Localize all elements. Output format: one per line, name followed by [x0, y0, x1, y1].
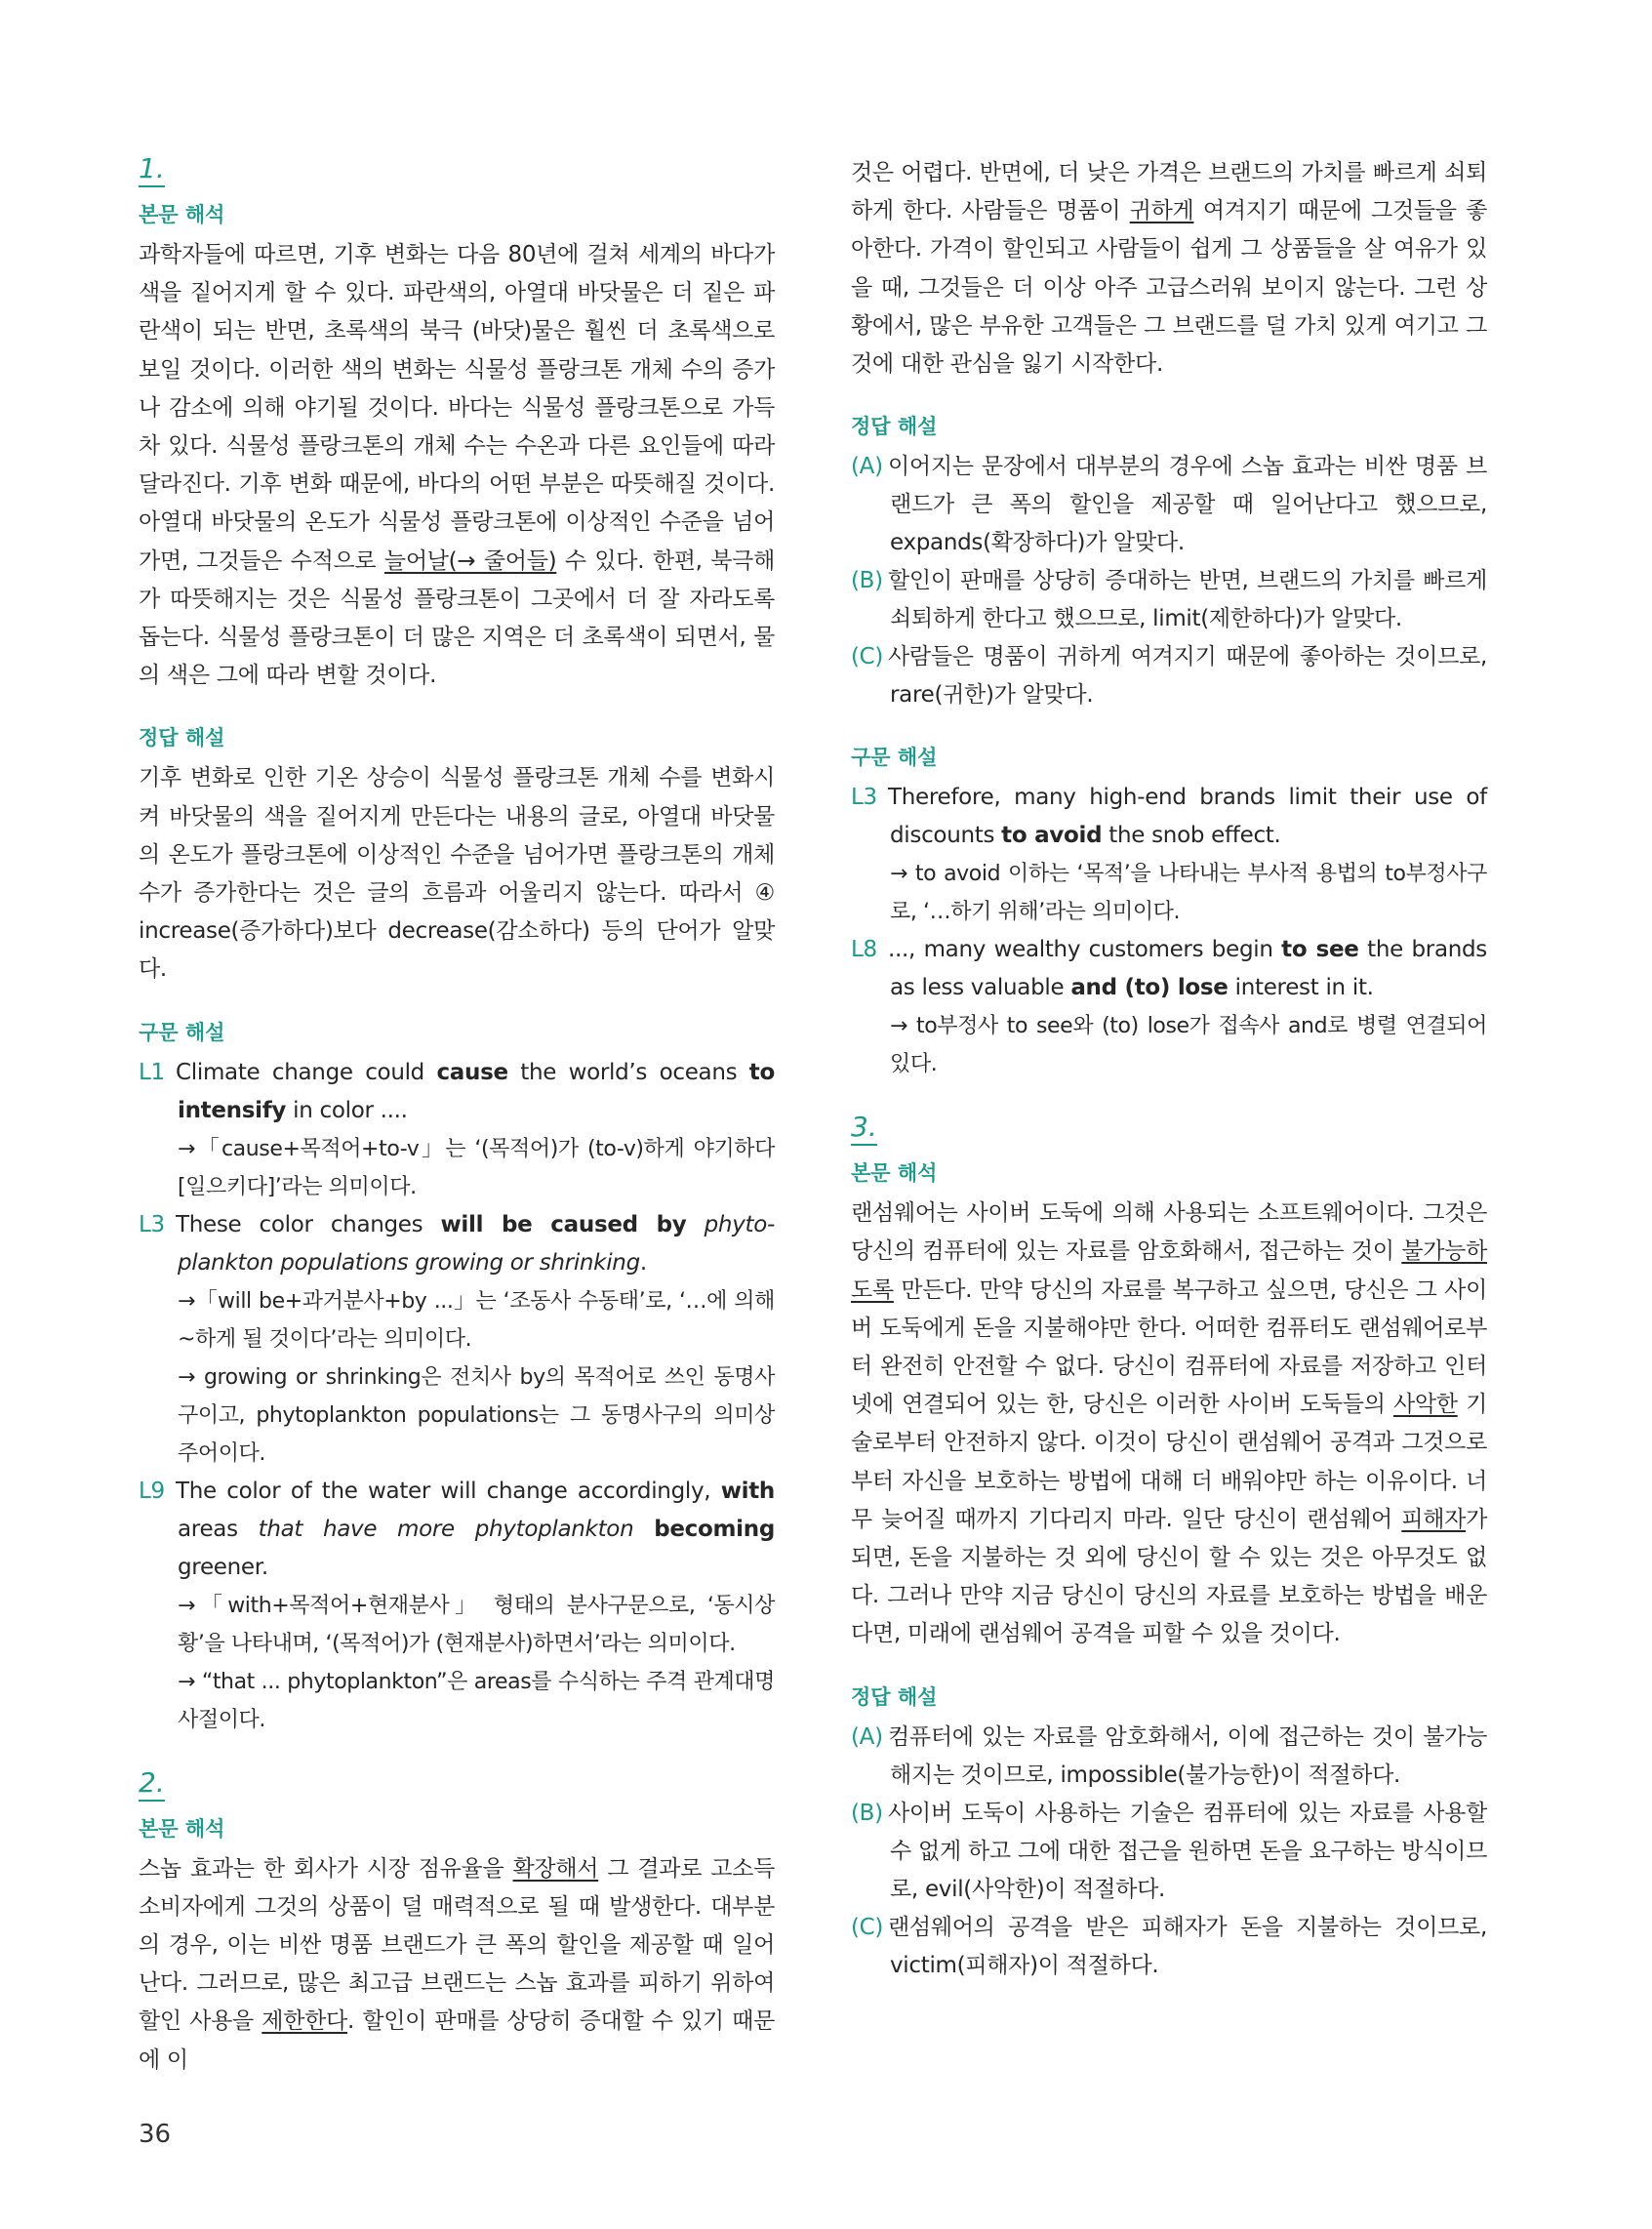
translation-paragraph: 과학자들에 따르면, 기후 변화는 다음 80년에 걸쳐 세계의 바다가 색을 짙어지게 할 수 있다. 파란색의, 아열대 바닷물은 더 짙은 파란색이 되는 반면, 초록색의 북극 (바닷)물은 훨씬 더 초록색으로 보일 것이다. 이러한 색의 변화는 식물성 플랑크톤 개체 수의 증가나 감소에 의해 야기될 것이다. 바다는 식물성 플랑크톤으로 가득 차 있다. 식물성 플랑크톤의 개체 수는 수온과 다른 요인들에 따라 달라진다. 기후 변화 때문에, 바다의 어떤 부분은 따뜻해질 것이다. 아열대 바닷물의 온도가 식물성 플랑크톤에 이상적인 수준을 넘어가면, 그것들은 수적으로 늘어날(→ 줄어들) 수 있다. 한편, 북극해가 따뜻해지는 것은 식물성 플랑크톤이 그곳에서 더 잘 자라도록 돕는다. 식물성 플랑크톤이 더 많은 지역은 더 초록색이 되면서, 물의 색은 그에 따라 변할 것이다.	[139, 242, 775, 689]
syntax-note: →「cause+목적어+to-v」는 ‘(목적어)가 (to-v)하게 야기하다[일으키다]’라는 의미이다.	[178, 1136, 775, 1199]
section-label: 본문 해석	[851, 1161, 938, 1186]
answer-explanation: 기후 변화로 인한 기온 상승이 식물성 플랑크톤 개체 수를 변화시켜 바닷물의 색을 짙어지게 만든다는 내용의 글로, 아열대 바닷물의 온도가 플랑크톤에 이상적인 수준을 넘어가면 플랑크톤의 개체 수가 증가한다는 것은 글의 흐름과 어울리지 않는다. 따라서 ④ increase(증가하다)보다 decrease(감소하다) 등의 단어가 알맞다.	[139, 765, 775, 983]
question-number: 1.	[139, 154, 165, 187]
left-column	[139, 154, 775, 2080]
syntax-note: → growing or shrinking은 전치사 by의 목적어로 쓰인 동명사구이고, phytoplankton populations는 그 동명사구의 의미상 주어이다.	[178, 1364, 775, 1466]
syntax-line: L3 These color changes will be caused by phyto-plankton populations growing or shrinking.	[139, 1211, 775, 1276]
answer-item: (B) 할인이 판매를 상당히 증대하는 반면, 브랜드의 가치를 빠르게 쇠퇴하게 한다고 했으므로, limit(제한하다)가 알맞다.	[851, 568, 1487, 632]
section-label: 정답 해설	[851, 1684, 938, 1709]
translation-paragraph: 것은 어렵다. 반면에, 더 낮은 가격은 브랜드의 가치를 빠르게 쇠퇴하게 한다. 사람들은 명품이 귀하게 여겨지기 때문에 그것들을 좋아한다. 가격이 할인되고 사람들이 쉽게 그 상품들을 살 여유가 있을 때, 그것들은 더 이상 아주 고급스러워 보이지 않는다. 그런 상황에서, 많은 부유한 고객들은 그 브랜드를 덜 가치 있게 여기고 그것에 대한 관심을 잃기 시작한다.	[851, 160, 1488, 378]
question-number: 2.	[139, 1768, 165, 1802]
answer-item: (A) 이어지는 문장에서 대부분의 경우에 스놉 효과는 비싼 명품 브랜드가 큰 폭의 할인을 제공할 때 일어난다고 했으므로, expands(확장하다)가 알맞다.	[851, 454, 1487, 556]
syntax-note: → “that ... phytoplankton”은 areas를 수식하는 주격 관계대명사절이다.	[178, 1669, 775, 1732]
section-label: 본문 해석	[139, 203, 225, 226]
syntax-line: L8 ..., many wealthy customers begin to see the brands as less valuable and (to) lose interest in it.	[851, 937, 1487, 1001]
page-number: 36	[139, 2120, 172, 2149]
syntax-line: L1 Climate change could cause the world’s oceans to intensify in color ....	[139, 1059, 775, 1123]
section-label: 본문 해석	[139, 1816, 225, 1841]
translation-paragraph: 랜섬웨어는 사이버 도둑에 의해 사용되는 소프트웨어이다. 그것은 당신의 컴퓨터에 있는 자료를 암호화해서, 접근하는 것이 불가능하도록 만든다. 만약 당신의 자료를 복구하고 싶으면, 당신은 그 사이버 도둑에게 돈을 지불해야만 한다. 어떠한 컴퓨터도 랜섬웨어로부터 완전히 안전할 수 없다. 당신이 컴퓨터에 자료를 저장하고 인터넷에 연결되어 있는 한, 당신은 이러한 사이버 도둑들의 사악한 기술로부터 안전하지 않다. 이것이 당신이 랜섬웨어 공격과 그것으로부터 자신을 보호하는 방법에 대해 더 배워야만 하는 이유이다. 너무 늦어질 때까지 기다리지 마라. 일단 당신이 랜섬웨어 피해자가 되면, 돈을 지불하는 것 외에 당신이 할 수 있는 것은 아무것도 없다. 그러나 만약 지금 당신이 당신의 자료를 보호하는 방법을 배운다면, 미래에 랜섬웨어 공격을 피할 수 있을 것이다.	[851, 1200, 1487, 1647]
right-column	[851, 154, 1487, 1985]
section-label: 구문 해설	[851, 746, 938, 770]
syntax-line: L3 Therefore, many high-end brands limit their use of discounts to avoid the snob effect.	[851, 785, 1487, 849]
translation-paragraph: 스놉 효과는 한 회사가 시장 점유율을 확장해서 그 결과로 고소득 소비자에게 그것의 상품이 덜 매력적으로 될 때 발생한다. 대부분의 경우, 이는 비싼 명품 브랜드가 큰 폭의 할인을 제공할 때 일어난다. 그러므로, 많은 최고급 브랜드는 스놉 효과를 피하기 위하여 할인 사용을 제한한다. 할인이 판매를 상당히 증대할 수 있기 때문에 이	[139, 1855, 775, 2073]
syntax-note: →「will be+과거분사+by ...」는 ‘조동사 수동태’로, ‘…에 의해 ~하게 될 것이다’라는 의미이다.	[178, 1288, 775, 1352]
syntax-note: →「with+목적어+현재분사」 형태의 분사구문으로, ‘동시상황’을 나타내며, ‘(목적어)가 (현재분사)하면서’라는 의미이다.	[178, 1593, 775, 1656]
syntax-line: L9 The color of the water will change accordingly, with areas that have more phytoplankton becoming greener.	[139, 1478, 775, 1580]
syntax-note: → to부정사 to see와 (to) lose가 접속사 and로 병렬 연결되어 있다.	[890, 1014, 1487, 1077]
section-label: 정답 해설	[851, 415, 938, 439]
syntax-note: → to avoid 이하는 ‘목적’을 나타내는 부사적 용법의 to부정사구로, ‘…하기 위해’라는 의미이다.	[890, 862, 1487, 925]
section-label: 구문 해설	[139, 1020, 225, 1044]
answer-item: (C) 랜섬웨어의 공격을 받은 피해자가 돈을 지불하는 것이므로, victim(피해자)이 적절하다.	[851, 1914, 1487, 1978]
answer-item: (A) 컴퓨터에 있는 자료를 암호화해서, 이에 접근하는 것이 불가능해지는 것이므로, impossible(불가능한)이 적절하다.	[851, 1723, 1487, 1788]
answer-item: (B) 사이버 도둑이 사용하는 기술은 컴퓨터에 있는 자료를 사용할 수 없게 하고 그에 대한 접근을 원하면 돈을 요구하는 방식이므로, evil(사악한)이 적절하다.	[851, 1800, 1487, 1902]
section-label: 정답 해설	[139, 726, 225, 750]
question-number: 3.	[851, 1113, 877, 1146]
answer-item: (C) 사람들은 명품이 귀하게 여겨지기 때문에 좋아하는 것이므로, rare(귀한)가 알맞다.	[851, 644, 1487, 709]
